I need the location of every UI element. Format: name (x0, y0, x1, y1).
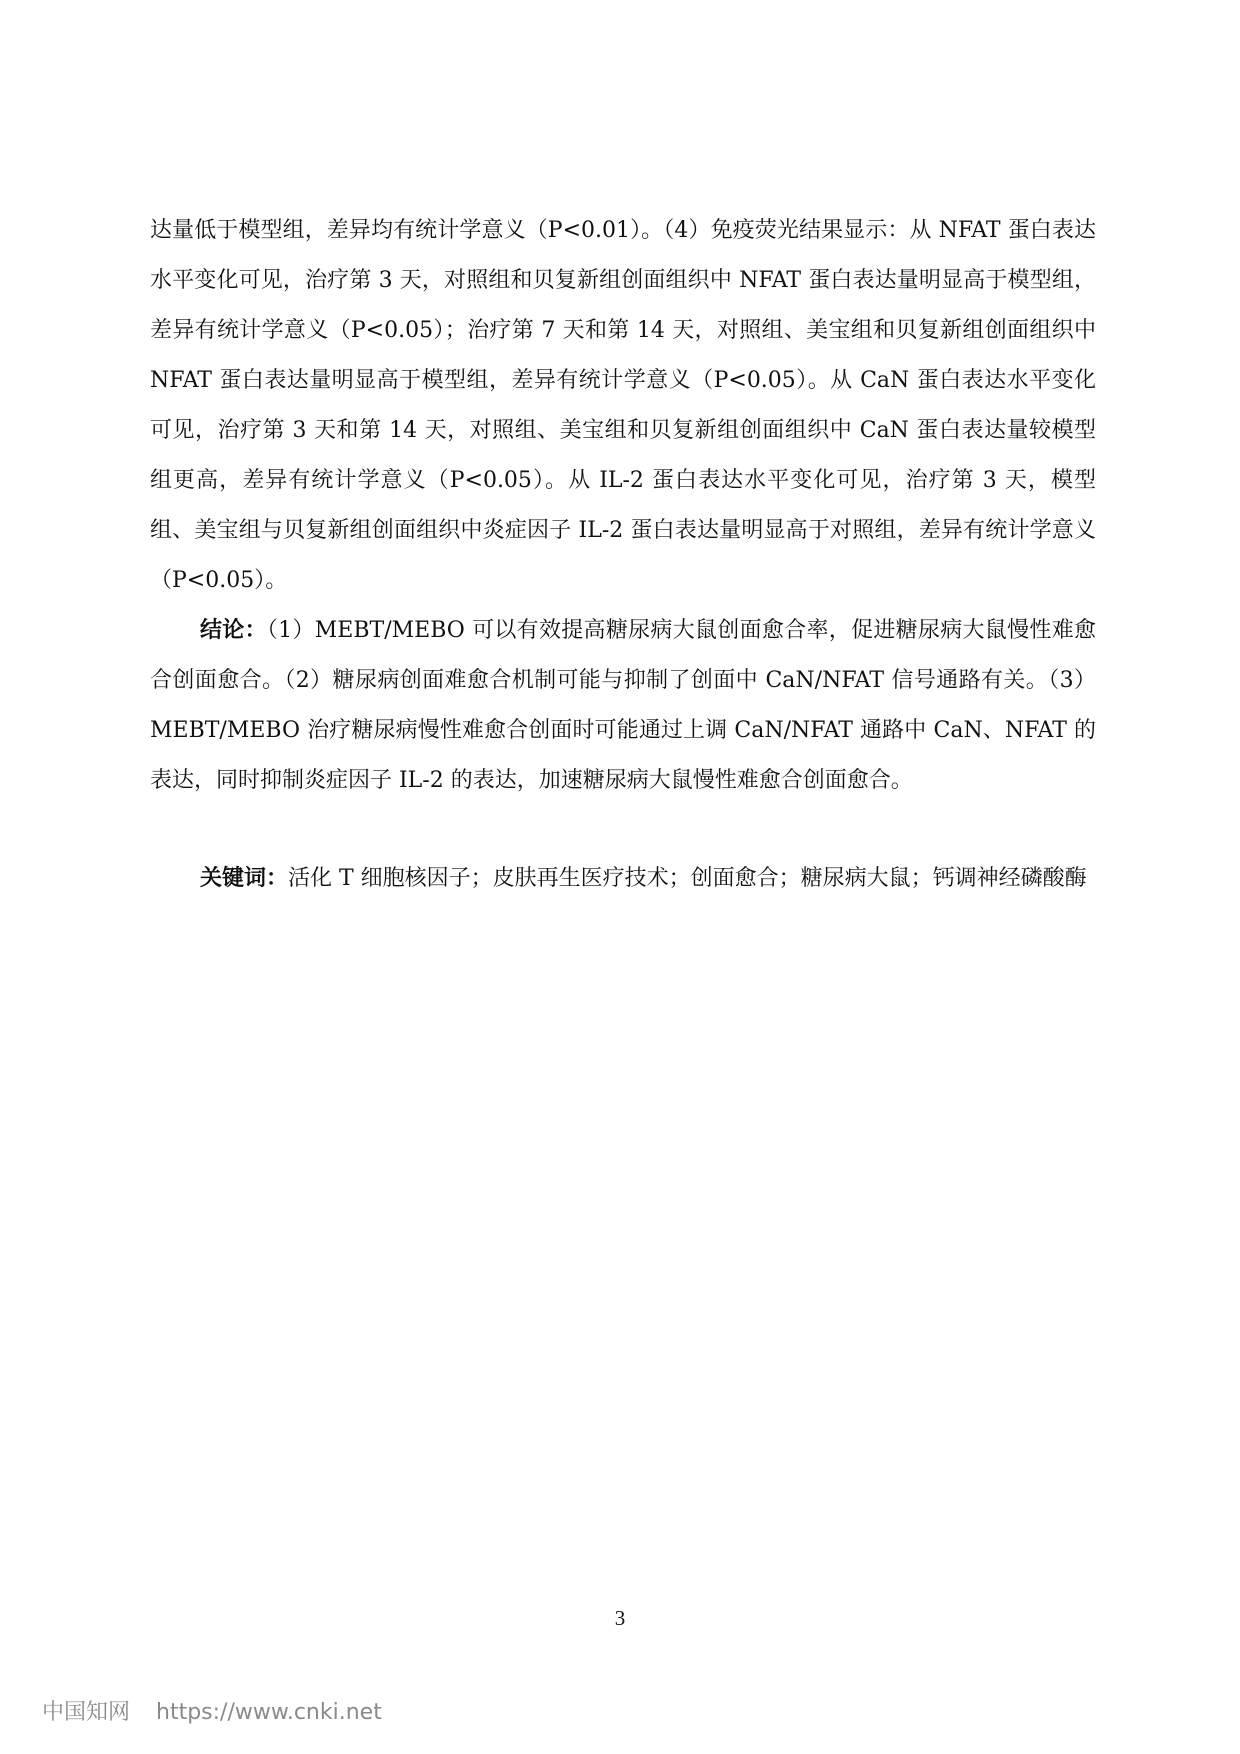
footer-url[interactable]: https://www.cnki.net (156, 1700, 382, 1725)
conclusion-paragraph (150, 606, 1096, 806)
conclusion-text: （1）MEBT/MEBO 可以有效提高糖尿病大鼠创面愈合率，促进糖尿病大鼠慢性难愈合创面愈合。（2）糖尿病创面难愈合机制可能与抑制了创面中 CaN/NFAT 信号通路有关。（3）MEBT/MEBO 治疗糖尿病慢性难愈合创面时可能通过上调 CaN/NFAT 通路中 CaN、NFAT 的表达，同时抑制炎症因子 IL-2 的表达，加速糖尿病大鼠慢性难愈合创面愈合。 (150, 618, 1096, 793)
keywords-text: 活化 T 细胞核因子；皮肤再生医疗技术；创面愈合；糖尿病大鼠；钙调神经磷酸酶 (288, 866, 1087, 891)
conclusion-label: 结论： (200, 618, 267, 643)
footer-watermark (42, 1695, 382, 1726)
keywords-label: 关键词： (200, 866, 289, 891)
keywords-paragraph (150, 854, 1096, 904)
page-number: 3 (614, 1606, 626, 1630)
footer-brand: 中国知网 (42, 1700, 131, 1725)
results-paragraph: 达量低于模型组，差异均有统计学意义（P<0.01）。（4）免疫荧光结果显示：从 NFAT 蛋白表达水平变化可见，治疗第 3 天，对照组和贝复新组创面组织中 NFAT 蛋白表达量明显高于模型组，差异有统计学意义（P<0.05）；治疗第 7 天和第 14 天，对照组、美宝组和贝复新组创面组织中 NFAT 蛋白表达量明显高于模型组，差异有统计学意义（P<0.05）。从 CaN 蛋白表达水平变化可见，治疗第 3 天和第 14 天，对照组、美宝组和贝复新组创面组织中 CaN 蛋白表达量较模型组更高，差异有统计学意义（P<0.05）。从 IL-2 蛋白表达水平变化可见，治疗第 3 天，模型组、美宝组与贝复新组创面组织中炎症因子 IL-2 蛋白表达量明显高于对照组，差异有统计学意义（P<0.05）。 (150, 218, 1096, 593)
page-body (150, 206, 1096, 904)
